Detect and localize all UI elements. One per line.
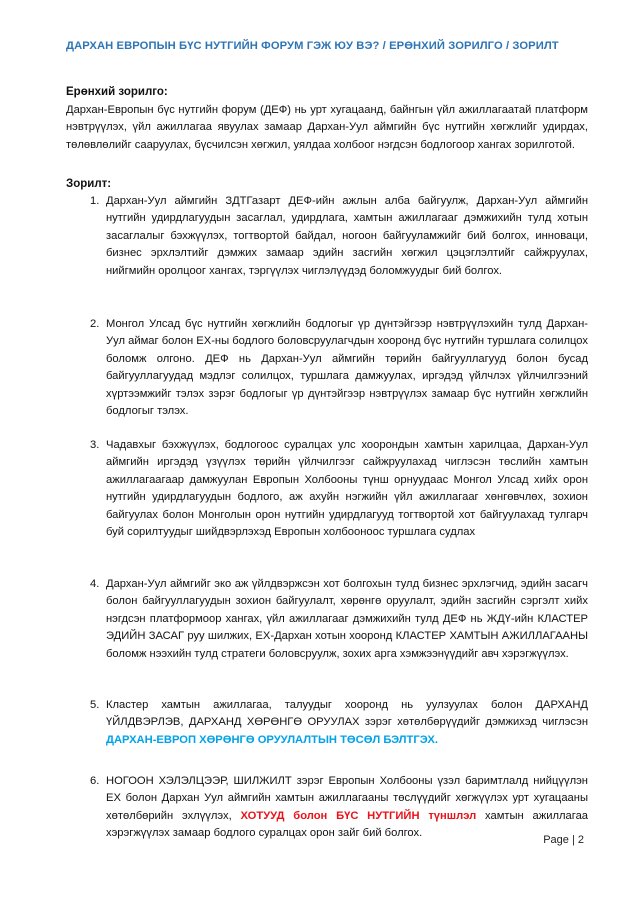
list-item-text-part: НОГООН ХЭЛЭЛЦЭЭР, ШИЛЖИЛТ зэрэг Европын Холбооны үзэл баримтлалд нийцүүлэн ЕХ болон Дархан Уул аймгийн хамтын ажиллагааны төслүүдийг хөгжүүлэх урт хугацааны хөтөлбөрийн эхлүүлэх, [106,775,588,822]
general-goal-text: Дархан-Европын бүс нутгийн форум (ДЕФ) нь урт хугацаанд, байнгын үйл ажиллагаатай платформ нэвтрүүлэх, үйл ажиллагаа явуулах замаар Дархан-Уул аймгийн бүс нутгийн хөгжлийг удирдах, төлөвлөлийг сааруулах, бүсчилсэн хөгжил, уялдаа холбоог нэгдсэн бодлогоор хангах зорилготой. [66,104,588,151]
list-item-number: 2. [90,318,100,330]
list-item-text: Дархан-Уул аймгийг эко аж үйлдвэржсэн хот болгохын тулд бизнес эрхлэгчид, эдийн засагч болон байгууллагуудын зохион байгуулалт, хөрөнгө оруулалт, эдийн засгийн сэргэлт хийх нэгдсэн платформоор хангах, үйл ажиллагааг дэмжихийн тулд ДЕФ нь ЖДҮ-ийн КЛАСТЕР ЭДИЙН ЗАСАГ руу шилжих, ЕХ-Дархан хотын хооронд КЛАСТЕР ХАМТЫН АЖИЛЛАГААНЫ боломж нээхийн тулд стратеги боловсруулж, зохих арга хэмжээнүүдийг авч хэрэгжүүлэх. [106,578,588,660]
highlight-text: ДАРХАН-ЕВРОП ХӨРӨНГӨ ОРУУЛАЛТЫН ТӨСӨЛ БЭЛТГЭХ. [106,733,438,746]
list-item-number: 4. [90,578,100,590]
list-item-text-part: Кластер хамтын ажиллагаа, талуудыг хооронд нь уулзуулах болон ДАРХАНД ҮЙЛДВЭРЛЭВ, ДАРХАНД ХӨРӨНГӨ ОРУУЛАХ зэрэг хөтөлбөрүүдийг дэмжихэд чиглэсэн [106,699,588,729]
list-item-text-part: хамтын ажиллагаа хэрэгжүүлэх замаар бодлого суралцах орон зайг бий болгох. [106,809,589,840]
list-item-text: Монгол Улсад бүс нутгийн хөгжлийн бодлогыг үр дүнтэйгээр нэвтрүүлэхийн тулд Дархан-Уул аймаг болон ЕХ-ны бодлого боловсруулагчдын хооронд бүс нутгийн туршлага солилцох боломж олгоно. ДЕФ нь Дархан-Уул аймгийн төрийн байгууллагууд болон бусад байгууллагуудад мэдлэг солилцох, туршлага дамжуулах, иргэдэд үйлчлэх үйлчилгээний хүртээмжийг тэлэх зэрэг бодлогыг үр дүнтэйгээр нэвтрүүлэх замаар бүс нутгийн хөгжлийн бодлогыг тэлэх. [106,318,588,418]
list-item-number: 3. [90,439,100,451]
list-item-number: 6. [90,775,100,787]
list-item-text: Чадавхыг бэхжүүлэх, бодлогоос суралцах улс хоорондын хамтын харилцаа, Дархан-Уул аймгийн иргэдэд үзүүлэх төрийн үйлчилгээг сайжруулахад чиглэсэн төслийн хамтын ажиллагаагаар дамжуулан Европын Холбооны түнш орнуудаас Монгол Улсад хийх орон нутгийн удирдлагуудын бодлого, аж ахуйн нэгжийн үйл ажиллагааг хөнгөвчлөх, зохион байгуулах болон Монголын орон нутгийн удирдлагууд тогтвортой хот байгуулахад тулгарч буй сорилтуудыг шийдвэрлэхэд Европын холбооноос туршлага судлах [106,439,588,539]
page-number: Page | 2 [543,834,584,846]
list-item-number: 1. [90,195,100,207]
objectives-heading: Зорилт: [66,178,112,190]
list-item-text [106,773,588,843]
list-item-number: 5. [90,699,100,711]
list-item-text: Дархан-Уул аймгийн ЗДТГазарт ДЕФ-ийн ажлын алба байгуулж, Дархан-Уул аймгийн нутгийн удирдлагуудын засаглал, удирдлага, хамтын ажиллагааг дэмжихийн тулд хотын засаглалыг бэхжүүлэх, тогтвортой байдал, ногоон байгууламжийг бий болгох, инноваци, бизнес эрхлэлтийг дэмжих замаар эдийн засгийн хөгжил цэцэглэлтийг сайжруулах, нийгмийн оролцоог хангах, тэргүүлэх чиглэлүүдэд боломжуудыг бий болгох. [106,195,588,277]
list-item-text [106,697,588,749]
general-goal-heading: Ерөнхий зорилго: [66,86,168,98]
page-title: ДАРХАН ЕВРОПЫН БҮС НУТГИЙН ФОРУМ ГЭЖ ЮУ ВЭ? / ЕРӨНХИЙ ЗОРИЛГО / ЗОРИЛТ [66,40,559,52]
highlight-text: ХОТУУД болон БҮС НУТГИЙН түншлэл [240,809,477,822]
